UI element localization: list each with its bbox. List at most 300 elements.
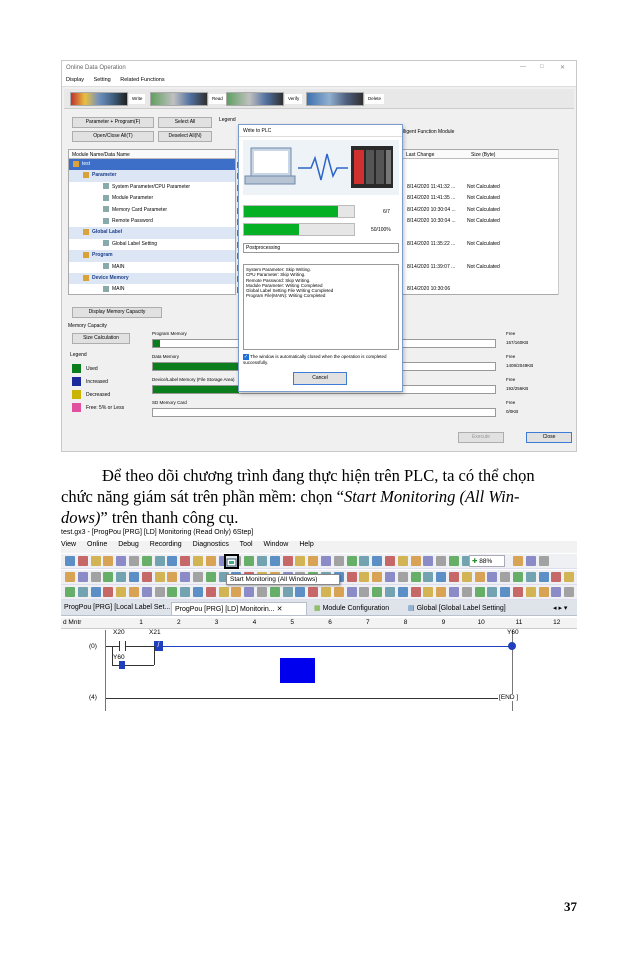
zoom-value: 88% bbox=[479, 558, 493, 565]
execute-button[interactable]: Execute bbox=[458, 432, 504, 443]
menu-window[interactable]: Window bbox=[263, 541, 289, 548]
menu-bar bbox=[62, 75, 576, 87]
toolbar-button-icon[interactable] bbox=[65, 587, 75, 597]
monitor-icon bbox=[226, 558, 237, 569]
toolbar-button-icon[interactable] bbox=[116, 587, 126, 597]
toolbar-button-icon[interactable] bbox=[308, 556, 318, 566]
end-label: END bbox=[500, 694, 515, 701]
legend-swatch bbox=[72, 390, 81, 399]
memory-free-value: 0/0KB bbox=[506, 409, 519, 414]
toolbar-button-icon[interactable] bbox=[372, 572, 382, 582]
menu-view[interactable]: View bbox=[61, 541, 77, 548]
tree-row[interactable] bbox=[69, 205, 235, 216]
toolbar-button-icon[interactable] bbox=[155, 587, 165, 597]
toolbar-button-icon[interactable] bbox=[500, 587, 510, 597]
auto-close-text: The window is automatically closed when the operation is completed successfully. bbox=[243, 354, 387, 365]
plc-verify-icon bbox=[226, 92, 284, 106]
branch-line-right bbox=[154, 646, 155, 665]
auto-close-option[interactable] bbox=[243, 354, 399, 366]
minimize-icon[interactable]: — bbox=[520, 64, 526, 70]
verify-operation-button[interactable]: Verify bbox=[226, 92, 302, 106]
toolbar-button-icon[interactable] bbox=[180, 556, 190, 566]
tree-row-label: test bbox=[82, 161, 91, 167]
toolbar-button-icon[interactable] bbox=[91, 556, 101, 566]
toolbar-button-icon[interactable] bbox=[385, 556, 395, 566]
column-number: 8 bbox=[403, 619, 408, 626]
toolbar-button-icon[interactable] bbox=[513, 556, 523, 566]
toolbar-button-icon[interactable] bbox=[334, 556, 344, 566]
close-button[interactable]: Close bbox=[526, 432, 572, 443]
detail-row bbox=[403, 170, 561, 181]
toolbar-button-icon[interactable] bbox=[411, 556, 421, 566]
toolbar-button-icon[interactable] bbox=[359, 556, 369, 566]
y60-coil-on bbox=[508, 642, 516, 650]
legend-label: Legend bbox=[219, 117, 236, 123]
folder-icon bbox=[83, 275, 89, 281]
toolbar-button-icon[interactable] bbox=[129, 572, 139, 582]
transfer-illustration bbox=[243, 140, 399, 195]
legend-swatch bbox=[72, 403, 81, 412]
toolbar-button-icon[interactable] bbox=[321, 556, 331, 566]
toolbar-button-icon[interactable] bbox=[449, 587, 459, 597]
contact-x21-label: X21 bbox=[149, 629, 161, 636]
tree-row[interactable] bbox=[69, 159, 235, 170]
menu-online[interactable]: Online bbox=[87, 541, 108, 548]
memory-name: Data Memory bbox=[152, 354, 180, 359]
toolbar-button-icon[interactable] bbox=[526, 556, 536, 566]
legend-item-label: Free: 5% or Less bbox=[86, 405, 125, 411]
size-calculation-button[interactable]: Size Calculation bbox=[72, 333, 130, 344]
toolbar-button-icon[interactable] bbox=[436, 556, 446, 566]
tree-row[interactable] bbox=[69, 170, 235, 181]
start-monitoring-all-windows-button[interactable] bbox=[224, 554, 239, 569]
module-config-icon: ▦ bbox=[314, 605, 321, 612]
global-label-icon: ▤ bbox=[408, 605, 415, 612]
toolbar-button-icon[interactable] bbox=[91, 572, 101, 582]
toolbar-button-icon[interactable] bbox=[180, 572, 190, 582]
toolbar-button-icon[interactable] bbox=[526, 572, 536, 582]
window-title-2: test.gx3 - [ProgPou [PRG] [LD] Monitoring (Read Only) 6Step] bbox=[61, 527, 577, 540]
toolbar-button-icon[interactable] bbox=[91, 587, 101, 597]
toolbar-button-icon[interactable] bbox=[475, 587, 485, 597]
x20-contact-left bbox=[119, 641, 120, 651]
para-line3: ” trên thanh công cụ. bbox=[100, 508, 239, 527]
delete-operation-button[interactable]: Delete bbox=[306, 92, 384, 106]
para-line1: Để theo dõi chương trình đang thực hiện trên PLC, ta có thể chọn bbox=[102, 466, 535, 485]
tree-row[interactable] bbox=[69, 182, 235, 193]
log-line: Module Parameter: Writing Completed bbox=[246, 282, 323, 288]
start-monitoring-tooltip: Start Monitoring (All Windows) bbox=[226, 574, 340, 585]
tab-global-label-text: Global [Global Label Setting] bbox=[416, 605, 506, 612]
plc-read-icon bbox=[150, 92, 208, 106]
toolbar-button-icon[interactable] bbox=[65, 556, 75, 566]
toolbar-button-icon[interactable] bbox=[244, 587, 254, 597]
legend-list bbox=[72, 363, 124, 415]
toolbar-button-icon[interactable] bbox=[487, 587, 497, 597]
detail-row bbox=[403, 262, 561, 273]
memory-capacity-label: Memory Capacity bbox=[68, 323, 107, 329]
toolbar-button-icon[interactable] bbox=[142, 587, 152, 597]
last-change-cell: 8/14/2020 11:41:32 ... bbox=[407, 183, 456, 190]
write-operation-button[interactable]: Write bbox=[70, 92, 145, 106]
toolbar-button-icon[interactable] bbox=[372, 556, 382, 566]
toolbar-button-icon[interactable] bbox=[411, 572, 421, 582]
toolbar-button-icon[interactable] bbox=[270, 556, 280, 566]
column-number: 9 bbox=[441, 619, 446, 626]
menu-debug[interactable]: Debug bbox=[118, 541, 139, 548]
tree-row-label: Device Memory bbox=[92, 274, 129, 281]
memory-free-label: Free bbox=[506, 331, 516, 336]
close-icon[interactable]: ✕ bbox=[560, 65, 566, 71]
last-change-cell: 8/14/2020 11:41:35 ... bbox=[407, 195, 456, 202]
toolbar-button-icon[interactable] bbox=[539, 572, 549, 582]
toolbar-button-icon[interactable] bbox=[359, 572, 369, 582]
contact-y60-label: Y60 bbox=[113, 654, 125, 661]
toolbar-button-icon[interactable] bbox=[206, 572, 216, 582]
toolbar-button-icon[interactable] bbox=[539, 587, 549, 597]
file-icon bbox=[103, 218, 109, 224]
overall-progress-text: 6/7 bbox=[383, 209, 390, 215]
toolbar-button-icon[interactable] bbox=[423, 556, 433, 566]
log-box bbox=[243, 264, 399, 350]
end-instruction: [END ] bbox=[499, 694, 519, 701]
tab-local-label[interactable]: ProgPou [PRG] [Local Label Set... bbox=[64, 604, 171, 611]
rung0-wire-b bbox=[126, 646, 154, 647]
toolbar-button-icon[interactable] bbox=[244, 556, 254, 566]
toolbar-button-icon[interactable] bbox=[385, 572, 395, 582]
para-italic-2: dows) bbox=[61, 508, 101, 527]
toolbar-button-icon[interactable] bbox=[155, 556, 165, 566]
detail-row bbox=[403, 227, 561, 238]
memory-name: Device/Label Memory (File Storage Area) bbox=[152, 377, 235, 382]
toolbar-button-icon[interactable] bbox=[359, 587, 369, 597]
toolbar-button-icon[interactable] bbox=[231, 587, 241, 597]
dialog-title: Write to PLC bbox=[239, 125, 402, 137]
legend-item bbox=[72, 376, 124, 389]
file-icon bbox=[103, 286, 109, 292]
deselect-all-button[interactable]: Deselect All(N) bbox=[158, 131, 212, 142]
toolbar-button-icon[interactable] bbox=[129, 556, 139, 566]
menu-diagnostics[interactable]: Diagnostics bbox=[192, 541, 229, 548]
toolbar-button-icon[interactable] bbox=[283, 587, 293, 597]
toolbar-button-icon[interactable] bbox=[423, 587, 433, 597]
size-cell: Not Calculated bbox=[467, 263, 500, 270]
column-number: 2 bbox=[176, 619, 181, 626]
toolbar-button-icon[interactable] bbox=[116, 572, 126, 582]
column-number: 7 bbox=[365, 619, 370, 626]
tree-row[interactable] bbox=[69, 273, 235, 284]
detail-row bbox=[403, 284, 561, 295]
log-line: Global Label Setting File Writing Completed bbox=[246, 288, 334, 294]
legend-item bbox=[72, 363, 124, 376]
toolbar-button-icon[interactable] bbox=[270, 587, 280, 597]
read-operation-button[interactable]: Read bbox=[150, 92, 226, 106]
toolbar-button-icon[interactable] bbox=[462, 572, 472, 582]
pc-to-plc-icon bbox=[243, 140, 399, 195]
memory-used-fill bbox=[153, 386, 239, 393]
operation-band bbox=[64, 89, 574, 109]
coil-y60-label: Y60 bbox=[507, 629, 519, 636]
column-size: Size (Byte) bbox=[471, 152, 496, 158]
toolbar-button-icon[interactable] bbox=[206, 556, 216, 566]
toolbar-button-icon[interactable] bbox=[564, 587, 574, 597]
toolbar-button-icon[interactable] bbox=[564, 572, 574, 582]
toolbar-button-icon[interactable] bbox=[475, 572, 485, 582]
toolbar-button-icon[interactable] bbox=[551, 572, 561, 582]
toolbar-button-icon[interactable] bbox=[193, 587, 203, 597]
tab-global-label[interactable] bbox=[405, 602, 509, 615]
memory-name: Program Memory bbox=[152, 331, 187, 336]
toolbar-button-icon[interactable] bbox=[167, 572, 177, 582]
toolbar-button-icon[interactable] bbox=[372, 587, 382, 597]
legend-intelligent-function: lligent Function Module bbox=[403, 129, 455, 135]
tab-ladder-monitoring[interactable] bbox=[171, 602, 307, 615]
last-change-cell: 8/14/2020 11:39:07 ... bbox=[407, 263, 456, 270]
select-all-button[interactable]: Select All bbox=[158, 117, 212, 128]
folder-icon bbox=[73, 161, 79, 167]
plc-delete-icon bbox=[306, 92, 364, 106]
tree-row[interactable] bbox=[69, 284, 235, 295]
tree-row-label: Program bbox=[92, 252, 113, 259]
toolbar-button-icon[interactable] bbox=[167, 556, 177, 566]
step-progress-text: 50/100% bbox=[371, 227, 391, 233]
toolbar-button-icon[interactable] bbox=[78, 556, 88, 566]
ladder-editor bbox=[61, 630, 577, 711]
contact-x20-label: X20 bbox=[113, 629, 125, 636]
para-line2: chức năng giám sát trên phần mềm: chọn “ bbox=[61, 487, 344, 506]
tree-row[interactable] bbox=[69, 227, 235, 238]
toolbar-button-icon[interactable] bbox=[347, 572, 357, 582]
size-cell: Not Calculated bbox=[467, 217, 500, 224]
tab-module-configuration[interactable] bbox=[311, 602, 392, 615]
open-close-all-button[interactable]: Open/Close All(T) bbox=[72, 131, 154, 142]
memory-free-value: 192/256KB bbox=[506, 386, 529, 391]
toolbar-button-icon[interactable] bbox=[257, 587, 267, 597]
tree-row-label: Remote Password bbox=[112, 217, 153, 224]
toolbar-button-icon[interactable] bbox=[513, 587, 523, 597]
tree-row[interactable] bbox=[69, 262, 235, 273]
toolbar-button-icon[interactable] bbox=[116, 556, 126, 566]
toolbar-button-icon[interactable] bbox=[142, 572, 152, 582]
menu-tool[interactable]: Tool bbox=[239, 541, 253, 548]
menu-setting[interactable]: Setting bbox=[93, 77, 111, 83]
column-last-change: Last Change bbox=[406, 152, 435, 158]
size-cell: Not Calculated bbox=[467, 183, 500, 190]
cursor-cell[interactable] bbox=[280, 658, 315, 683]
toolbar-button-icon[interactable] bbox=[180, 587, 190, 597]
toolbar-button-icon[interactable] bbox=[65, 572, 75, 582]
file-icon bbox=[103, 263, 109, 269]
overall-progress-fill bbox=[244, 206, 338, 217]
toolbar-button-icon[interactable] bbox=[308, 587, 318, 597]
maximize-icon[interactable]: □ bbox=[540, 64, 544, 70]
branch-wire-b bbox=[125, 665, 154, 666]
log-line: Program File(MAIN): Writing Completed bbox=[246, 293, 326, 299]
size-cell: Not Calculated bbox=[467, 206, 500, 213]
toolbar-button-icon[interactable] bbox=[385, 587, 395, 597]
detail-row bbox=[403, 159, 561, 170]
toolbar-button-icon[interactable] bbox=[436, 572, 446, 582]
toolbar-button-icon[interactable] bbox=[321, 587, 331, 597]
legend-item-label: Decreased bbox=[86, 392, 111, 398]
tree-row[interactable] bbox=[69, 193, 235, 204]
file-icon bbox=[103, 183, 109, 189]
column-module-name: Module Name/Data Name bbox=[69, 150, 235, 159]
menu-related-functions[interactable]: Related Functions bbox=[120, 77, 165, 83]
last-change-cell: 8/14/2020 10:30:04 ... bbox=[407, 206, 456, 213]
toolbar-button-icon[interactable] bbox=[526, 587, 536, 597]
tree-row-label: Global Label bbox=[92, 229, 123, 236]
step-progress-fill bbox=[244, 224, 299, 235]
toolbar-button-icon[interactable] bbox=[449, 572, 459, 582]
size-cell: Not Calculated bbox=[467, 195, 500, 202]
last-change-cell: 8/14/2020 11:35:22 ... bbox=[407, 240, 456, 247]
memory-free-value: 1409/2049KB bbox=[506, 363, 534, 368]
menu-display[interactable]: Display bbox=[66, 77, 85, 83]
toolbar-button-icon[interactable] bbox=[462, 587, 472, 597]
tree-row[interactable] bbox=[69, 239, 235, 250]
page-number: 37 bbox=[564, 899, 577, 914]
editor-tabs bbox=[61, 600, 577, 616]
toolbar-button-icon[interactable] bbox=[295, 587, 305, 597]
x21-contact-on: / bbox=[154, 641, 163, 651]
plc-write-icon bbox=[70, 92, 128, 106]
column-number: 10 bbox=[477, 619, 485, 626]
tree-row-label: Module Parameter bbox=[112, 195, 154, 202]
last-change-cell: 8/14/2020 10:30:06 bbox=[407, 286, 451, 293]
checkbox-checked-icon[interactable]: ✓ bbox=[243, 354, 249, 360]
legend-item bbox=[72, 402, 124, 415]
memory-free-label: Free bbox=[506, 354, 516, 359]
gx-works-screenshot bbox=[61, 527, 577, 711]
display-memory-capacity-button[interactable]: Display Memory Capacity bbox=[72, 307, 162, 318]
size-cell: Not Calculated bbox=[467, 240, 500, 247]
menu-help[interactable]: Help bbox=[299, 541, 314, 548]
toolbar-button-icon[interactable] bbox=[167, 587, 177, 597]
log-line: Remote Password: Skip Writing. bbox=[246, 277, 311, 283]
toolbar-button-icon[interactable] bbox=[398, 587, 408, 597]
legend-swatch bbox=[72, 377, 81, 386]
zoom-icon: ✚ bbox=[472, 558, 478, 565]
toolbar-button-icon[interactable] bbox=[283, 556, 293, 566]
toolbar-button-icon[interactable] bbox=[500, 572, 510, 582]
toolbar-button-icon[interactable] bbox=[103, 587, 113, 597]
toolbar-button-icon[interactable] bbox=[78, 587, 88, 597]
tree-row-label: Global Label Setting bbox=[112, 240, 158, 247]
memory-free-value: 157/160KB bbox=[506, 340, 529, 345]
detail-row bbox=[403, 216, 561, 227]
file-icon bbox=[103, 240, 109, 246]
vertical-scrollbar[interactable] bbox=[558, 149, 566, 295]
toolbar-button-icon[interactable] bbox=[155, 572, 165, 582]
tree-row[interactable] bbox=[69, 216, 235, 227]
column-number: 3 bbox=[214, 619, 219, 626]
step-0: (0) bbox=[89, 643, 97, 650]
toolbar-button-icon[interactable] bbox=[513, 572, 523, 582]
last-change-cell: 8/14/2020 10:30:04 ... bbox=[407, 217, 456, 224]
overall-progress-bar bbox=[243, 205, 355, 218]
tree-row-label: MAIN bbox=[112, 286, 125, 293]
tab-module-label: Module Configuration bbox=[322, 605, 390, 612]
menu-bar-2 bbox=[61, 541, 577, 553]
folder-icon bbox=[83, 252, 89, 258]
online-data-operation-screenshot bbox=[61, 60, 577, 452]
toolbar-button-icon[interactable] bbox=[219, 587, 229, 597]
toolbar-button-icon[interactable] bbox=[193, 556, 203, 566]
toolbar-button-icon[interactable] bbox=[78, 572, 88, 582]
menu-recording[interactable]: Recording bbox=[149, 541, 182, 548]
toolbar-button-icon[interactable] bbox=[129, 587, 139, 597]
detail-row bbox=[403, 193, 561, 204]
detail-row bbox=[403, 182, 561, 193]
toolbar-button-icon[interactable] bbox=[142, 556, 152, 566]
write-to-plc-dialog bbox=[238, 124, 403, 392]
column-number: 12 bbox=[553, 619, 561, 626]
tree-row-label: MAIN bbox=[112, 263, 125, 270]
toolbar-button-icon[interactable] bbox=[539, 556, 549, 566]
tab-scroll-icon[interactable]: ◂ ▸ ▾ bbox=[553, 605, 568, 612]
toolbar-button-icon[interactable] bbox=[398, 572, 408, 582]
toolbar-button-icon[interactable] bbox=[423, 572, 433, 582]
module-detail-grid bbox=[402, 149, 562, 295]
toolbar-button-icon[interactable] bbox=[206, 587, 216, 597]
toolbar-button-icon[interactable] bbox=[103, 572, 113, 582]
cancel-button[interactable]: Cancel bbox=[293, 372, 347, 385]
log-line: CPU Parameter: Skip Writing. bbox=[246, 272, 306, 278]
legend-title: Legend bbox=[70, 352, 87, 358]
step-4: (4) bbox=[89, 694, 97, 701]
toolbar-button-icon[interactable] bbox=[411, 587, 421, 597]
toolbar-button-icon[interactable] bbox=[487, 572, 497, 582]
toolbar-button-icon[interactable] bbox=[334, 587, 344, 597]
toolbar-button-icon[interactable] bbox=[449, 556, 459, 566]
toolbar-button-icon[interactable] bbox=[257, 556, 267, 566]
detail-row bbox=[403, 250, 561, 261]
zoom-select[interactable] bbox=[469, 555, 505, 567]
toolbar-button-icon[interactable] bbox=[103, 556, 113, 566]
file-icon bbox=[103, 206, 109, 212]
window-title: Online Data Operation bbox=[62, 61, 576, 75]
toolbar-button-icon[interactable] bbox=[347, 587, 357, 597]
tree-row-label: System Parameter/CPU Parameter bbox=[112, 183, 191, 190]
folder-icon bbox=[83, 229, 89, 235]
para-italic-1: Start Monitoring (All Win- bbox=[343, 487, 520, 506]
column-ruler bbox=[61, 618, 577, 629]
toolbar-button-icon[interactable] bbox=[551, 587, 561, 597]
rung0-wire-c bbox=[163, 646, 509, 647]
detail-row bbox=[403, 273, 561, 284]
body-paragraph bbox=[61, 465, 577, 528]
tree-row[interactable] bbox=[69, 250, 235, 261]
status-field: Postprocessing bbox=[243, 243, 399, 253]
toolbar-button-icon[interactable] bbox=[398, 556, 408, 566]
toolbar-button-icon[interactable] bbox=[193, 572, 203, 582]
parameter-program-button[interactable]: Parameter + Program(F) bbox=[72, 117, 154, 128]
legend-swatch bbox=[72, 364, 81, 373]
memory-used-fill bbox=[153, 340, 160, 347]
tab-close-icon[interactable]: ✕ bbox=[276, 606, 283, 613]
toolbar-button-icon[interactable] bbox=[295, 556, 305, 566]
folder-icon bbox=[83, 172, 89, 178]
memory-usage-bar bbox=[152, 408, 496, 417]
column-number: 6 bbox=[328, 619, 332, 626]
toolbar-button-icon[interactable] bbox=[436, 587, 446, 597]
column-number: 11 bbox=[515, 619, 523, 626]
log-line: System Parameter: Skip Writing. bbox=[246, 267, 311, 272]
detail-row bbox=[403, 205, 561, 216]
tree-row-label: Parameter bbox=[92, 172, 117, 179]
toolbar-button-icon[interactable] bbox=[347, 556, 357, 566]
